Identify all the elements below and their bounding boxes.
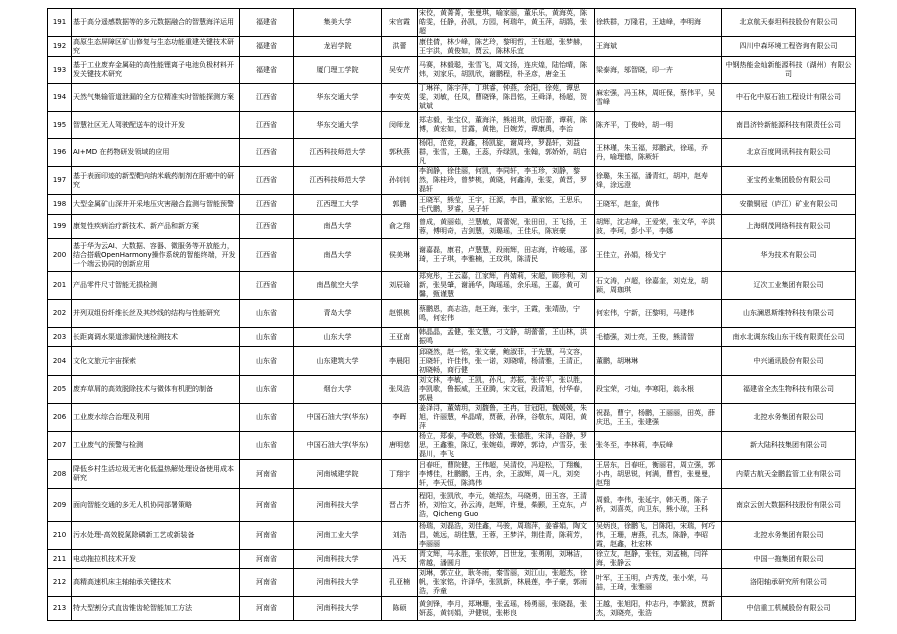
partner-company: 华为技术有限公司 (722, 239, 856, 272)
partner-company: 北京百度网讯科技有限公司 (722, 139, 856, 167)
table-row (48, 215, 856, 239)
school: 烟台大学 (294, 376, 382, 404)
row-number: 202 (48, 300, 72, 328)
partner-company: 中兴通讯股份有限公司 (722, 347, 856, 376)
mentors: 王晓军，赵奎，黄伟 (595, 195, 722, 215)
row-number: 197 (48, 167, 72, 195)
row-number: 201 (48, 272, 72, 300)
school: 江西科技师范大学 (294, 167, 382, 195)
team-leader: 刘辰瑜 (382, 272, 418, 300)
row-number: 193 (48, 57, 72, 84)
partner-company: 新大陆科技集团有限公司 (722, 432, 856, 460)
row-number: 210 (48, 522, 72, 550)
team-leader: 吴安芹 (382, 57, 418, 84)
mentors: 叶军，王玉明，卢秀茂，张小荣，马喆，王琦，张雅丽 (595, 569, 722, 597)
province: 江西省 (240, 195, 294, 215)
table-row (48, 569, 856, 597)
roster-body (48, 9, 856, 621)
project-title: 特大型割分式直齿锥齿轮智能加工方法 (72, 597, 240, 621)
table-row (48, 376, 856, 404)
row-number: 212 (48, 569, 72, 597)
table-row (48, 489, 856, 522)
project-title: 基于工业废弃金属硅的高性能锂离子电池负极材料开发关键技术研究 (72, 57, 240, 84)
team-leader: 宋官霞 (382, 9, 418, 37)
school: 江西科技师范大学 (294, 139, 382, 167)
school: 河南城建学院 (294, 460, 382, 489)
school: 龙岩学院 (294, 37, 382, 57)
school: 河南科技大学 (294, 550, 382, 569)
team-leader: 王亚南 (382, 328, 418, 347)
team-members: 蔡鹏恩，高志浩，赵王海，张宇，王霞，张靖劭，宁鸣，何宏伟 (418, 300, 595, 328)
province: 江西省 (240, 112, 294, 139)
row-number: 200 (48, 239, 72, 272)
partner-company: 北京航天泰坦科技股份有限公司 (722, 9, 856, 37)
mentors: 梁泰海，邬智晓，印一卉 (595, 57, 722, 84)
team-members: 曾成，黄丽茹，兰慧敏，周蕾妮，张田田，王飞扬，王蓉，傅明奇，吉剑慧，刘璐瑶，王佳乐，陈宸豪 (418, 215, 595, 239)
province: 山东省 (240, 328, 294, 347)
partner-company: 安徽铜冠（庐江）矿业有限公司 (722, 195, 856, 215)
mentors: 王佳立，孙娟，杨戈宁 (595, 239, 722, 272)
team-members: 谢嘉磊，康君，卢慧慧，段雨辉，田志海，许峻瑶，邵琦，王子琪，李雅楠，王玟琪，陈清民 (418, 239, 595, 272)
mentors: 石文涛，卢超，徐嘉奎，刘克龙，胡颖，周珈琪 (595, 272, 722, 300)
partner-company: 辽次工业集团有限公司 (722, 272, 856, 300)
project-title: 高精高速机床主轴轴承关键技术 (72, 569, 240, 597)
project-title: 产品零件尺寸智能无损检测 (72, 272, 240, 300)
partner-company: 福建省全杰生物科技有限公司 (722, 376, 856, 404)
province: 河南省 (240, 569, 294, 597)
project-title: 电动拖拉机技术开发 (72, 550, 240, 569)
row-number: 204 (48, 347, 72, 376)
mentors: 吴炳良，徐鹏飞，吕陈阳，宋瑞，何巧伟，王珊，唐燕，孔杰，陈静，李昭霞，赵鑫，杜宏林 (595, 522, 722, 550)
row-number: 194 (48, 84, 72, 112)
team-leader: 闵师龙 (382, 112, 418, 139)
school: 华东交通大学 (294, 112, 382, 139)
school: 河南科技大学 (294, 597, 382, 621)
province: 河南省 (240, 550, 294, 569)
team-leader: 丁翔宇 (382, 460, 418, 489)
province: 江西省 (240, 215, 294, 239)
partner-company: 内蒙古航天金鹏监管工业有限公司 (722, 460, 856, 489)
team-members: 郑宛彤，王云嘉，江家辉，肖婧莉，宋超，顾珍利，刘新，张昊肇，谢涌华，陶瑶瑶，余乐瑶，王嘉，黄可馨，甄谨慧 (418, 272, 595, 300)
project-title: 并列双组份纤维长丝及其纱线的结构与性能研究 (72, 300, 240, 328)
table-row (48, 37, 856, 57)
team-members: 杨阳，范竞，段鑫，杨凯旋，谢周玲，罗磊轩，刘益群，张雪，王璐，王蕊，乔绿凯，张翰，郭娇娇，胡启凡 (418, 139, 595, 167)
project-title: 大型金属矿山深井开采地压灾害融合监测与智能预警 (72, 195, 240, 215)
mentors: 段宝荣，刁灿，李寒阳，翁永根 (595, 376, 722, 404)
school: 厦门理工学院 (294, 57, 382, 84)
table-row (48, 84, 856, 112)
row-number: 199 (48, 215, 72, 239)
province: 福建省 (240, 37, 294, 57)
project-title: 基于高分遥感数据等的多元数据融合的智慧海洋运用 (72, 9, 240, 37)
partner-company: 南京云创大数据科技股份有限公司 (722, 489, 856, 522)
project-title: 天然气集输管道泄漏的全方位精准实时智能探测方案 (72, 84, 240, 112)
partner-company: 北控水务集团有限公司 (722, 522, 856, 550)
row-number: 192 (48, 37, 72, 57)
team-members: 邱晓然，赵一铭，张文豪，鲍淑菲，于先慧，马文容，王晓轩，许佳伟，张一诺，刘晓晴，杨清雅，王清正，初晓畅，商行健 (418, 347, 595, 376)
row-number: 211 (48, 550, 72, 569)
table-row (48, 239, 856, 272)
team-leader: 李安英 (382, 84, 418, 112)
partner-company: 洛阳轴承研究所有限公司 (722, 569, 856, 597)
mentors: 何宏伟，宁新，汪黎明，马建伟 (595, 300, 722, 328)
table-row (48, 112, 856, 139)
partner-company: 中钢热能金灿新能源科技（湖州）有限公司 (722, 57, 856, 84)
team-leader: 刘浩 (382, 522, 418, 550)
table-row (48, 195, 856, 215)
project-title: 工业废气的预警与检测 (72, 432, 240, 460)
mentors: 徐立友，赵静，张钰，刘孟楠，闫祥海，张静云 (595, 550, 722, 569)
project-title: AI+MD 在药物研发领域的应用 (72, 139, 240, 167)
roster-document (47, 8, 855, 621)
school: 山东大学 (294, 328, 382, 347)
table-row (48, 522, 856, 550)
province: 山东省 (240, 300, 294, 328)
table-row (48, 347, 856, 376)
partner-company: 南水北调东线山东干线有限责任公司 (722, 328, 856, 347)
row-number: 191 (48, 9, 72, 37)
school: 集美大学 (294, 9, 382, 37)
school: 南昌大学 (294, 215, 382, 239)
table-row (48, 139, 856, 167)
project-title: 降低乡村生活垃圾无害化低温热解处理设备使用成本研究 (72, 460, 240, 489)
mentors: 胡辉，沈志峰，王爱荣，张文华，辛洪波，李珂，彭小平，李娜 (595, 215, 722, 239)
table-row (48, 550, 856, 569)
partner-company: 中国一拖集团有限公司 (722, 550, 856, 569)
mentors: 王居东，吕春旺，衡丽君，周立强，郭小冉，胡思锐，何满，曹哲，张曼曼，赵翔 (595, 460, 722, 489)
province: 江西省 (240, 239, 294, 272)
province: 江西省 (240, 272, 294, 300)
team-members: 李润静，徐佳丽，何凯，李同轩，李玉珍，刘静，黎然，陈桂玲，曾梦桃，黄晓，何鑫涛，张雯，黄晋，罗磊轩 (418, 167, 595, 195)
mentors: 周毅，李伟，张延宇，韩天勇，陈子桥，刘喜英，向卫东，熊小琼，王科 (595, 489, 722, 522)
team-leader: 冯天 (382, 550, 418, 569)
project-title: 高原生态屏障区矿山修复与生态功能重建关键技术研究 (72, 37, 240, 57)
team-leader: 洪蕾 (382, 37, 418, 57)
row-number: 195 (48, 112, 72, 139)
province: 江西省 (240, 139, 294, 167)
mentors: 董鹏，胡琳琳 (595, 347, 722, 376)
partner-company: 亚宝药业集团股份有限公司 (722, 167, 856, 195)
school: 河南科技大学 (294, 489, 382, 522)
mentors: 陈齐平，丁俊岭，胡一明 (595, 112, 722, 139)
province: 山东省 (240, 376, 294, 404)
team-members: 胥文辉，马永胜，张依婷，吕世龙，张勇刚，刘琳洁，常越，潘圆月 (418, 550, 595, 569)
partner-company: 山东澜恩斯维特科技有限公司 (722, 300, 856, 328)
province: 河南省 (240, 489, 294, 522)
team-members: 姜泽浔，董婧玥，刘馥鲁，王冉，甘冠阳，魏媛媛，朱旭，许丽慧，牟晶晴，贾薇，孙锋，谷敬东，周阳，黄萍 (418, 404, 595, 432)
row-number: 203 (48, 328, 72, 347)
partner-company: 北控水务集团有限公司 (722, 404, 856, 432)
school: 山东建筑大学 (294, 347, 382, 376)
team-members: 程阳，张凯欣，李元，姚绍杰，马晓勇，田玉容，王清桥，刘怡文，孙云涛，赵辉，许曼，柴颢，王克东，卢浩，Qicheng Guo (418, 489, 595, 522)
project-title: 污水处理-高效脱氮除磷新工艺或新装备 (72, 522, 240, 550)
team-leader: 孙钊钊 (382, 167, 418, 195)
team-members: 韩晶晶，孟健，张文慧，刁文静，胡蕾蕾，王山林，洪振鸣 (418, 328, 595, 347)
project-title: 面向智能交通的多无人机协同部署策略 (72, 489, 240, 522)
province: 河南省 (240, 522, 294, 550)
team-leader: 俞之翔 (382, 215, 418, 239)
school: 青岛大学 (294, 300, 382, 328)
project-title: 智慧社区无人驾驶配送车的设计开发 (72, 112, 240, 139)
team-members: 宋佼，黄菁菁，张曼琪，喻家丽，董乐乐，黄海英，陈皓雯，任静，孙凯，方园，柯瑞年，黄玉萍，胡鹃，张超 (418, 9, 595, 37)
team-members: 黄剑锋，李月，郑琳珊，张孟瑶，杨勇丽，张晓磊，张妍蕊，黄钊娟，尹健锐，张彬良 (418, 597, 595, 621)
partner-company: 南昌济铃新能源科技有限责任公司 (722, 112, 856, 139)
row-number: 196 (48, 139, 72, 167)
team-leader: 郭鹏 (382, 195, 418, 215)
project-title: 长距离调水渠道渗漏快速检测技术 (72, 328, 240, 347)
row-number: 205 (48, 376, 72, 404)
province: 福建省 (240, 9, 294, 37)
team-leader: 孔亚楠 (382, 569, 418, 597)
team-members: 康佳倩，林少峰，陈艺玲，黎明哲，王钰超，张梦赫，王宇洪，黄俊如，贾云，陈林乐宜 (418, 37, 595, 57)
team-leader: 郭秋燕 (382, 139, 418, 167)
project-title: 基于表面印迹的新型靶向纳米载药制剂在肝癌中的研究 (72, 167, 240, 195)
mentors: 徐轶群，万隆君，王迪峰，李明海 (595, 9, 722, 37)
project-title: 工业废水综合治理及利用 (72, 404, 240, 432)
team-members: 刘琳，郭立业，耿冬雨，秦雪丽，刘江山，张超杰，徐帆，张家铭，许泽华，张凯新，林晨莲，李子豪，郭雨浩，乔童 (418, 569, 595, 597)
row-number: 207 (48, 432, 72, 460)
school: 河南工业大学 (294, 522, 382, 550)
province: 山东省 (240, 404, 294, 432)
row-number: 209 (48, 489, 72, 522)
partner-company: 中石化中原石油工程设计有限公司 (722, 84, 856, 112)
province: 江西省 (240, 84, 294, 112)
table-row (48, 57, 856, 84)
school: 南昌大学 (294, 239, 382, 272)
province: 山东省 (240, 347, 294, 376)
school: 江西理工大学 (294, 195, 382, 215)
team-members: 马赛，林毅聪，张雪飞，周文扬，连庆煌，陆怡晴，陈炜，刘家乐，胡凯欣，谢鹏程，朴圣彦，唐金玉 (418, 57, 595, 84)
school: 河南科技大学 (294, 569, 382, 597)
team-leader: 晋占芥 (382, 489, 418, 522)
table-row (48, 432, 856, 460)
team-leader: 李晨阳 (382, 347, 418, 376)
table-row (48, 272, 856, 300)
team-leader: 侯美琳 (382, 239, 418, 272)
team-leader: 李晖 (382, 404, 418, 432)
table-row (48, 328, 856, 347)
team-leader: 赵银桃 (382, 300, 418, 328)
province: 河南省 (240, 597, 294, 621)
project-title: 基于华为云AI、大数据、容器、微服务等开放能力，结合搭载OpenHarmony操作系统的智能终端，开发一个端云协同的创新应用 (72, 239, 240, 272)
partner-company: 上海纲茂网络科技有限公司 (722, 215, 856, 239)
team-members: 刘文林，李敏，王凯，孙凡，苏振，张传平，张以胜，李凯歌，鲁振威，王亚腾，宋文冠，段清旭，付华春，郭晨 (418, 376, 595, 404)
school: 华东交通大学 (294, 84, 382, 112)
school: 南昌航空大学 (294, 272, 382, 300)
table-row (48, 404, 856, 432)
row-number: 208 (48, 460, 72, 489)
partner-company: 四川中森环境工程咨询有限公司 (722, 37, 856, 57)
mentors: 毛德强，刘士亮，王俊，熊清智 (595, 328, 722, 347)
mentors: 王林瑾，朱玉福，郑鹏武，徐瑶，乔丹，喻理德，陈厥轩 (595, 139, 722, 167)
project-roster-table (47, 8, 856, 621)
team-leader: 唐明慈 (382, 432, 418, 460)
mentors: 麻宏强，冯玉林，周旺保，蔡伟平，吴雪峰 (595, 84, 722, 112)
table-row (48, 300, 856, 328)
province: 江西省 (240, 167, 294, 195)
team-members: 吕春旺，曹院健，王伟超，吴清佼，冯迎松，丁翔巍，李博佳，杜鹏鹏，王冉，余，王淑辉，周一凡，刘奕轩，李天恒，陈鸿伟 (418, 460, 595, 489)
province: 福建省 (240, 57, 294, 84)
team-members: 郑志毅，张宝仪，董海洋，熊祖琪，欧阳蕾，谭莉，陈博，黄宏如，甘露，黄艳，吕婉芳，谭康禹，李治 (418, 112, 595, 139)
team-members: 王晓军，熊莹，王宇，汪源，李昌，董家铭，王思乐，毛代鹏，罗睿，吴子轩 (418, 195, 595, 215)
row-number: 198 (48, 195, 72, 215)
project-title: 康复性疾病治疗新技术、新产品和新方案 (72, 215, 240, 239)
row-number: 206 (48, 404, 72, 432)
mentors: 徐璐，朱玉福，潘青红，胡冲，赵寿烽，涂远澄 (595, 167, 722, 195)
school: 中国石油大学(华东) (294, 432, 382, 460)
project-title: 废弃草屑的高效脱除技术与微体有机肥的制备 (72, 376, 240, 404)
team-members: 杨立，郑泰，李政燃，徐婧，张德胜，宋泽，谷静，罗思，王鑫雅，陈辽，张婉茹，谭婷，郭诗，卢雪芬，张磊川，李飞 (418, 432, 595, 460)
mentors: 王海斌 (595, 37, 722, 57)
mentors: 祝磊，曹宁，杨鹏，王丽丽，田英，薛庆迅，王玉，张建强 (595, 404, 722, 432)
province: 河南省 (240, 460, 294, 489)
mentors: 张冬至，李林莉，李辰峰 (595, 432, 722, 460)
team-members: 丁琳祥，陈宇萍，丁琪睿，钟燕，余阳，徐苑，谭思雯，刘敏，任凤，曹晓锋，陈昌铭，王舜泽，杨超，贺斌斌 (418, 84, 595, 112)
province: 山东省 (240, 432, 294, 460)
table-row (48, 167, 856, 195)
school: 中国石油大学(华东) (294, 404, 382, 432)
project-title: 文化文旅元宇宙探索 (72, 347, 240, 376)
team-members: 杨瑞，刘磊浩，刘佳鑫，马骏，周瑞萍，姜睿娟，陶文昌，姚远，胡佳慧，王蓉，王梦洋，荆佳青，陈莉芳，李丽丽 (418, 522, 595, 550)
table-row (48, 9, 856, 37)
row-number: 213 (48, 597, 72, 621)
table-row (48, 460, 856, 489)
partner-company: 中信重工机械股份有限公司 (722, 597, 856, 621)
team-leader: 陈硕 (382, 597, 418, 621)
team-leader: 张凤浩 (382, 376, 418, 404)
mentors: 王越，张旭阳，仲志丹，李繁波，贾新杰，刘晓亮，张浩 (595, 597, 722, 621)
table-row (48, 597, 856, 621)
